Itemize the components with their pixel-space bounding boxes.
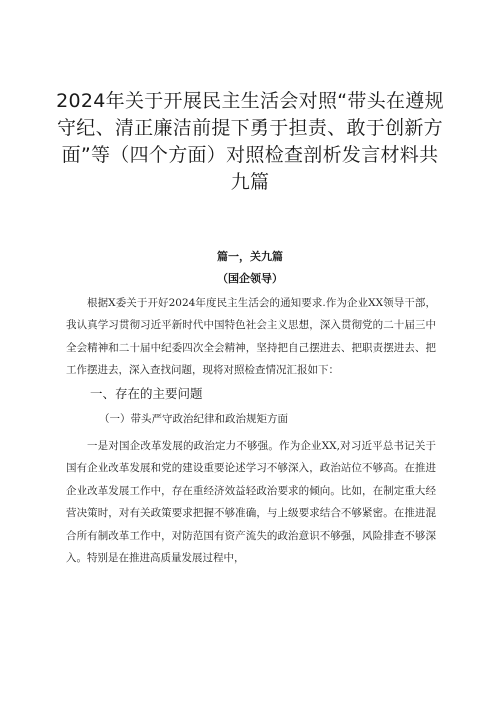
section-heading: 一、存在的主要问题	[90, 386, 203, 401]
article-subheading: （国企领导）	[217, 272, 283, 285]
body-paragraph: 一是对国企改革发展的政治定力不够强。作为企业XX,对习近平总书记关于国有企业改革发展和党的建设重要论述学习不够深入，政治站位不够高。在推进企业改革发展工作中，存在重经济效益轻政治要求的倾向。比如，在制定重大经营决策时，对有关政策要求把握不够准确，与上级要求结合不够紧密。在推进混合所有制改革工作中，对防范国有资产流失的政治意识不够强，风险排查不够深入。特别是在推进高质量发展过程中，	[66, 440, 436, 565]
article-heading: 篇一，关九篇	[217, 250, 283, 263]
document-title: 2024年关于开展民主生活会对照“带头在遵规守纪、清正廉洁前提下勇于担责、敢于创新方面”等（四个方面）对照检查剖析发言材料共九篇	[56, 90, 444, 193]
intro-paragraph: 根据X委关于开好2024年度民主生活会的通知要求.作为企业XX领导干部，我认真学习贯彻习近平新时代中国特色社会主义思想，深入贯彻党的二十届三中全会精神和二十届中纪委四次全会精神，坚持把自己摆进去、把职责摆进去、把工作摆进去，深入查找问题，现将对照检查情况汇报如下：	[66, 297, 436, 377]
subsection-heading: （一）带头严守政治纪律和政治规矩方面	[99, 413, 288, 425]
